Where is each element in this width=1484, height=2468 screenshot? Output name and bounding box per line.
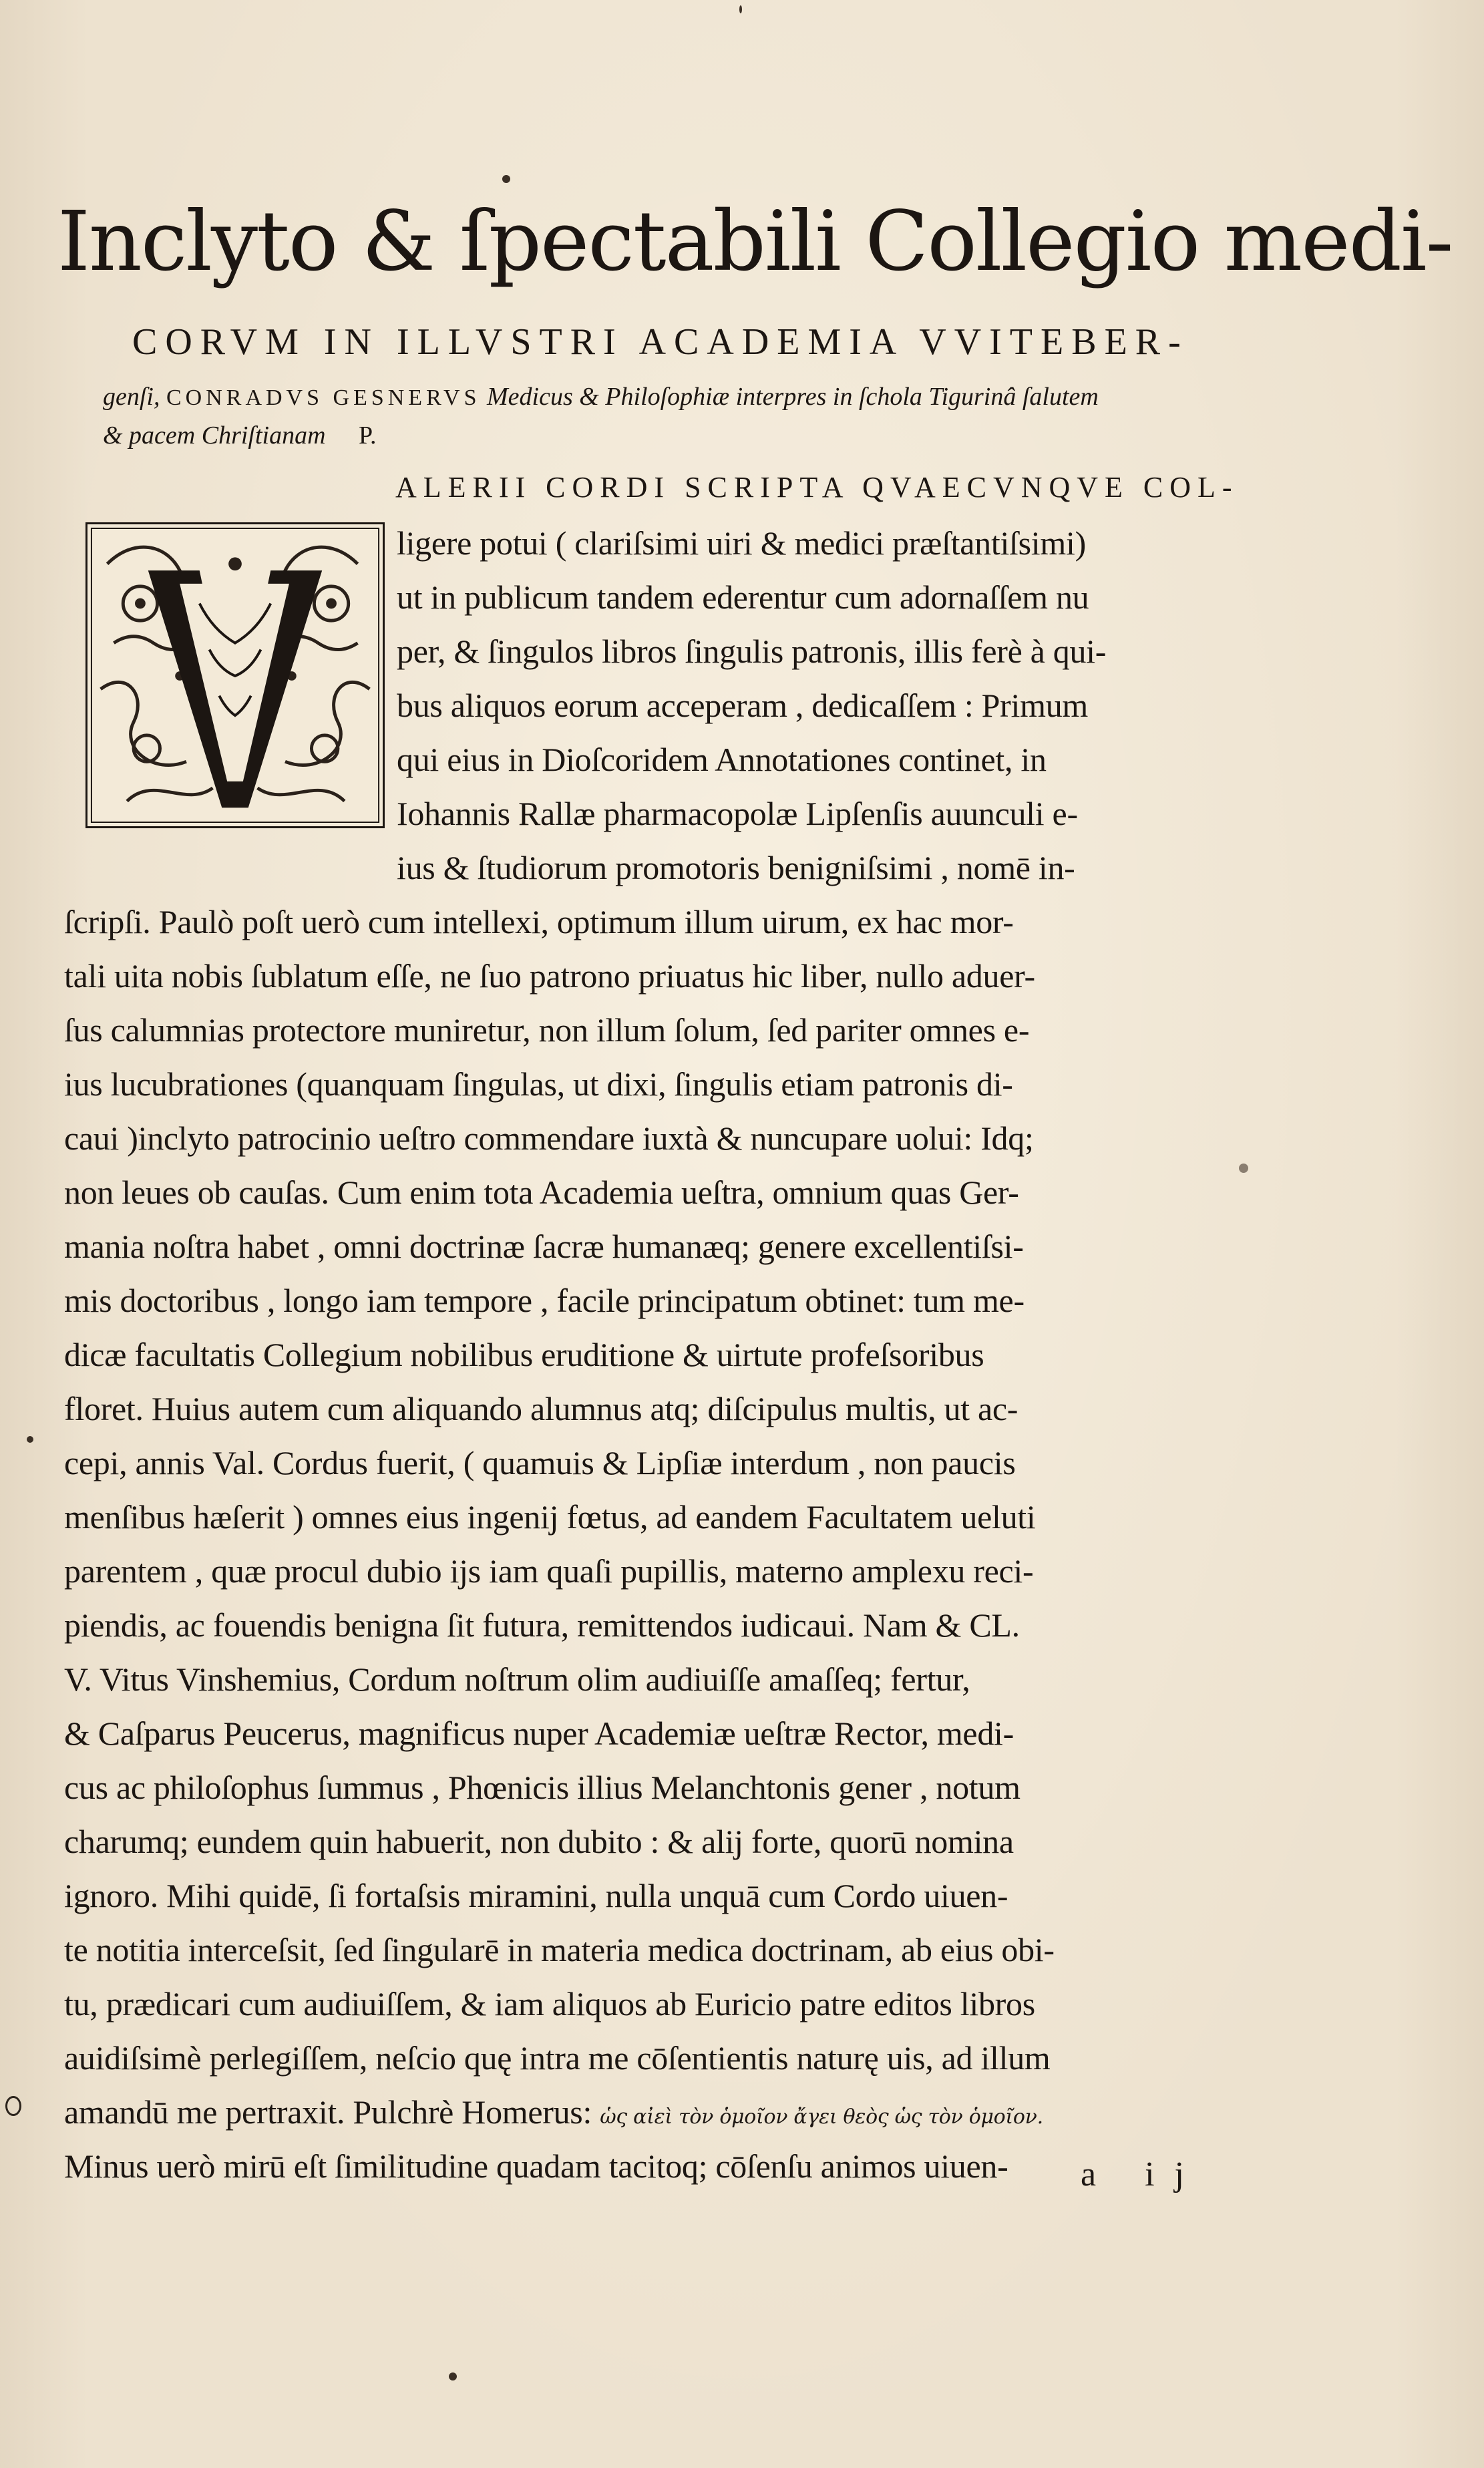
- text-line: qui eius in Dioſcoridem Annotationes continet, in: [397, 741, 1047, 778]
- text-line: ſcripſi. Paulò poſt uerò cum intellexi, optimum illum uirum, ex hac mor-: [64, 903, 1014, 940]
- text-line: piendis, ac fouendis benigna ſit futura, remittendos iudicaui. Nam & CL.: [64, 1606, 1020, 1644]
- text-line: tu, prædicari cum audiuiſſem, & iam aliquos ab Euricio patre editos libros: [64, 1985, 1035, 2022]
- text-line: bus aliquos eorum acceperam , dedicaſſem : Primum: [397, 687, 1088, 724]
- address-line-2: [103, 421, 376, 450]
- text-line-latin: amandū me pertraxit. Pulchrè Homerus:: [64, 2093, 592, 2131]
- text-line: charumq; eundem quin habuerit, non dubito : & alij forte, quorū nomina: [64, 1823, 1014, 1860]
- address-word: genſi,: [103, 383, 160, 411]
- author-role: Medicus & Philoſophiæ interpres in ſchola Tigurinâ ſalutem: [487, 383, 1099, 411]
- speck-left: [27, 1436, 33, 1443]
- greeting-end: P.: [359, 421, 377, 450]
- speck-right: [1239, 1164, 1248, 1173]
- speck-bottom: [449, 2372, 457, 2381]
- greeting: & pacem Chriſtianam: [103, 421, 326, 450]
- author-name: CONRADVS GESNERVS: [166, 385, 481, 410]
- text-line: ut in publicum tandem ederentur cum adornaſſem nu: [397, 578, 1089, 616]
- text-line: Minus uerò mirū eſt ſimilitudine quadam tacitoq; cōſenſu animos uiuen-: [64, 2147, 1008, 2185]
- initial-letter: V: [235, 824, 236, 825]
- text-line: cepi, annis Val. Cordus fuerit, ( quamuis & Lipſiæ interdum , non paucis: [64, 1444, 1016, 1481]
- text-line: ligere potui ( clariſsimi uiri & medici præſtantiſsimi): [397, 524, 1086, 562]
- ornament-initial-v: [87, 524, 383, 826]
- drop-initial: [85, 522, 385, 828]
- dedication-subtitle: CORVM IN ILLVSTRI ACADEMIA VVITEBER-: [132, 321, 1189, 363]
- text-line: ius lucubrationes (quanquam ſingulas, ut dixi, ſingulis etiam patronis di-: [64, 1065, 1013, 1103]
- text-line: te notitia interceſsit, ſed ſingularē in materia medica doctrinam, ab eius obi-: [64, 1931, 1055, 1968]
- text-line: auidiſsimè perlegiſſem, neſcio quę intra me cōſentientis naturę uis, ad illum: [64, 2039, 1051, 2077]
- text-line: [64, 2095, 1043, 2129]
- text-line: ius & ſtudiorum promotoris benigniſsimi , nomē in-: [397, 849, 1075, 886]
- text-line: tali uita nobis ſublatum eſſe, ne ſuo patrono priuatus hic liber, nullo aduer-: [64, 957, 1035, 995]
- text-line: cus ac philoſophus ſummus , Phœnicis illius Melanchtonis gener , notum: [64, 1769, 1021, 1806]
- text-line: caui )inclyto patrocinio ueſtro commendare iuxtà & nuncupare uolui: Idq;: [64, 1119, 1034, 1157]
- signature-mark: a ij: [1081, 2155, 1204, 2193]
- speck-title: [502, 175, 510, 183]
- speck-margin: [5, 2096, 21, 2116]
- text-line: dicæ facultatis Collegium nobilibus eruditione & uirtute profeſsoribus: [64, 1336, 984, 1373]
- text-line: mania noſtra habet , omni doctrinæ ſacræ humanæq; genere excellentiſsi-: [64, 1228, 1024, 1265]
- text-line: mis doctoribus , longo iam tempore , facile principatum obtinet: tum me-: [64, 1282, 1025, 1319]
- opening-line: ALERII CORDI SCRIPTA QVAECVNQVE COL-: [395, 471, 1239, 504]
- text-line: & Caſparus Peucerus, magnificus nuper Academiæ ueſtræ Rector, medi-: [64, 1715, 1014, 1752]
- address-line-1: [103, 382, 1099, 411]
- text-line: floret. Huius autem cum aliquando alumnus atq; diſcipulus multis, ut ac-: [64, 1390, 1018, 1427]
- text-line: Iohannis Rallæ pharmacopolæ Lipſenſis auunculi e-: [397, 795, 1078, 832]
- text-line: V. Vitus Vinshemius, Cordum noſtrum olim audiuiſſe amaſſeq; fertur,: [64, 1660, 970, 1698]
- text-line: ſus calumnias protectore muniretur, non illum ſolum, ſed pariter omnes e-: [64, 1011, 1030, 1049]
- text-line: non leues ob cauſas. Cum enim tota Academia ueſtra, omnium quas Ger-: [64, 1174, 1019, 1211]
- dedication-title: Inclyto & ſpectabili Collegio medi-: [57, 194, 1453, 290]
- speck-top: [739, 5, 742, 13]
- text-line: parentem , quæ procul dubio ijs iam quaſi pupillis, materno amplexu reci-: [64, 1552, 1034, 1590]
- text-line: per, & ſingulos libros ſingulis patronis, illis ferè à qui-: [397, 633, 1107, 670]
- text-line: ignoro. Mihi quidē, ſi fortaſsis miramini, nulla unquā cum Cordo uiuen-: [64, 1877, 1008, 1914]
- greek-quote-homer: ὡς αἰεὶ τὸν ὁμοῖον ἄγει θεὸς ὡς τὸν ὁμοῖον.: [600, 2105, 1043, 2129]
- text-line: menſibus hæſerit ) omnes eius ingenij fœtus, ad eandem Facultatem ueluti: [64, 1498, 1036, 1536]
